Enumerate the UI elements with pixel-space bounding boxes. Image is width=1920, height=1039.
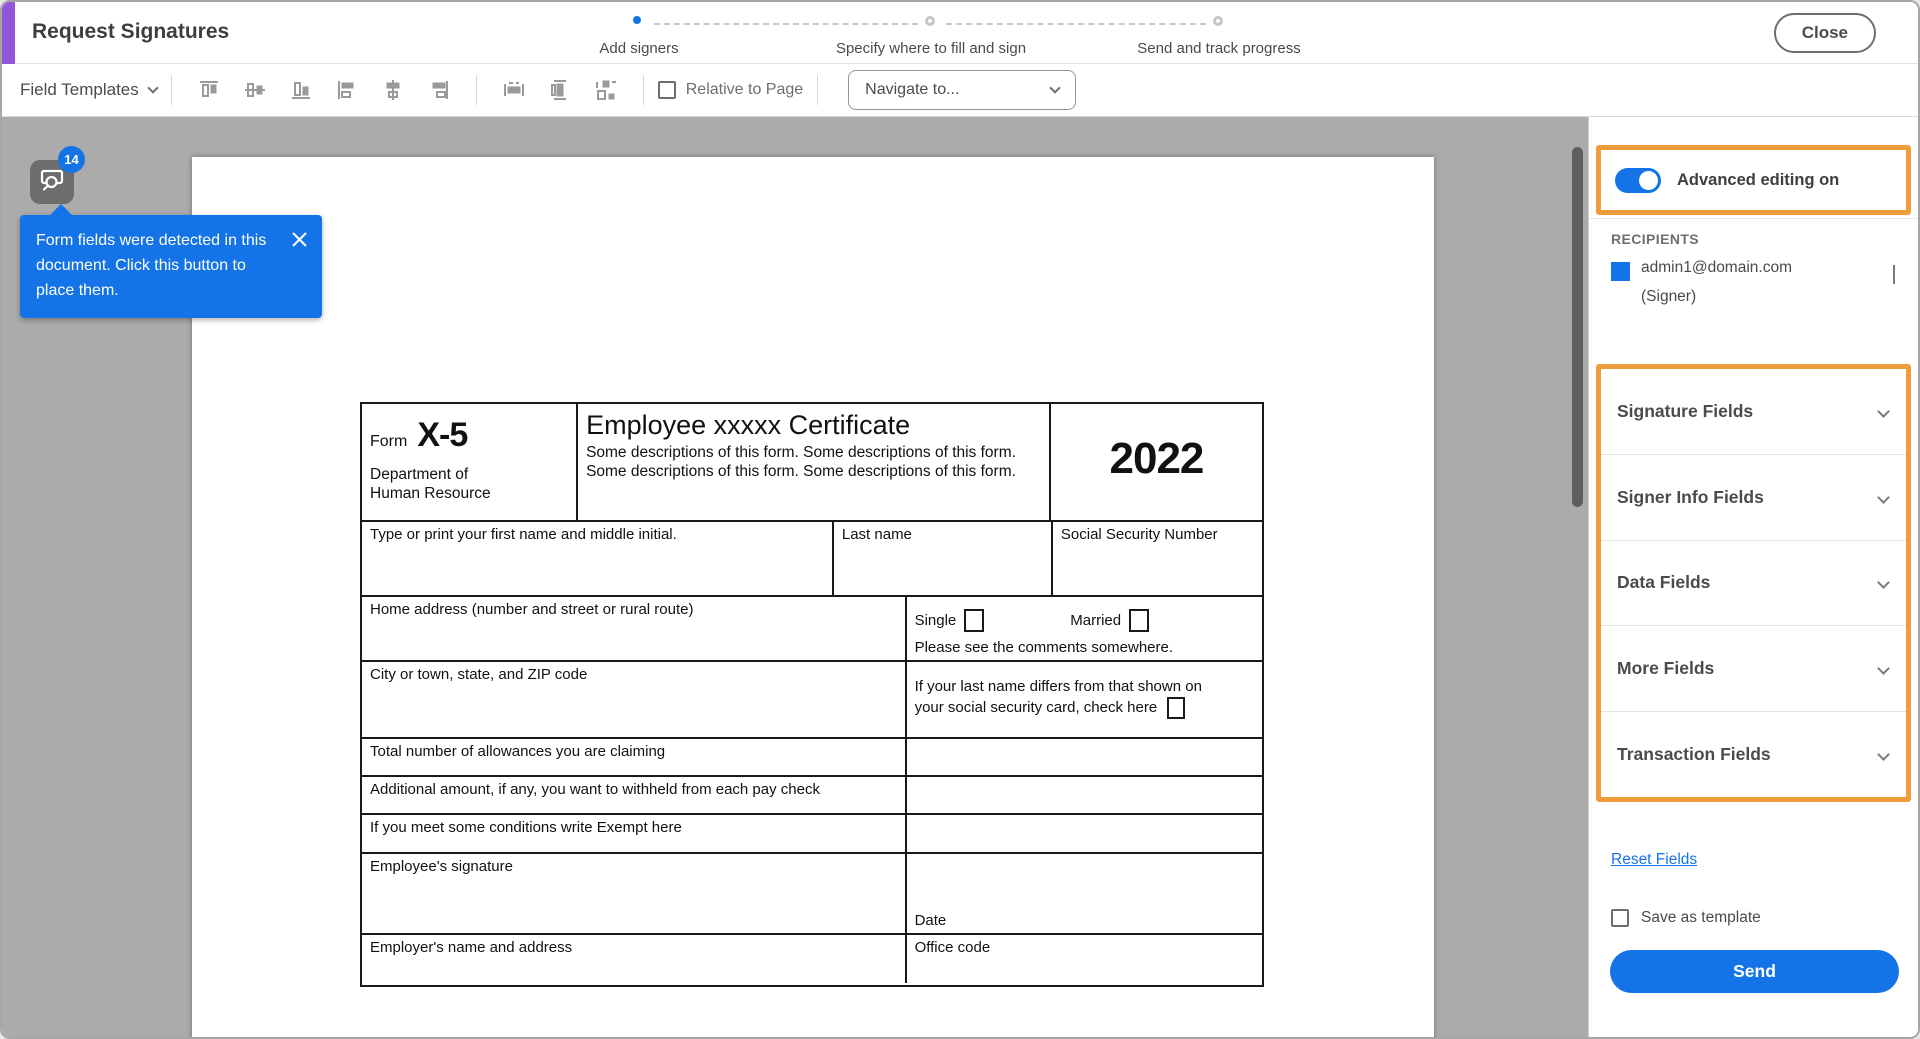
relative-to-page-checkbox[interactable]	[658, 81, 803, 99]
name-differs-checkbox[interactable]	[1167, 697, 1185, 719]
relative-to-page-label: Relative to Page	[685, 81, 804, 98]
section-signature-fields[interactable]	[1601, 369, 1906, 454]
progress-stepper	[488, 14, 1388, 60]
send-button[interactable]: Send	[1610, 950, 1899, 993]
exempt-value-cell	[905, 815, 1262, 852]
married-checkbox[interactable]	[1129, 609, 1149, 632]
checkbox-icon	[658, 81, 676, 99]
page-title: Request Signatures	[32, 20, 230, 43]
marital-status-cell	[905, 597, 1262, 660]
section-transaction-fields[interactable]	[1601, 711, 1906, 797]
last-name-field: Last name	[832, 522, 1051, 595]
vertical-scrollbar[interactable]	[1572, 147, 1583, 507]
field-detect-icon	[38, 166, 66, 199]
section-label: Signature Fields	[1617, 400, 1754, 421]
date-label: Date	[914, 912, 947, 929]
allowances-value-cell	[905, 739, 1262, 775]
chevron-down-icon	[1877, 748, 1890, 761]
align-left-icon[interactable]	[324, 72, 370, 108]
chevron-down-icon	[147, 82, 158, 93]
table-row	[362, 737, 1262, 775]
employee-signature-field: Employee's signature	[370, 858, 513, 875]
document-canvas	[2, 117, 1588, 1037]
step-label-specify: Specify where to fill and sign	[835, 40, 1027, 57]
first-name-field: Type or print your first name and middle initial.	[370, 526, 677, 543]
field-templates-label: Field Templates	[20, 80, 139, 99]
toolbar-separator	[643, 75, 644, 105]
form-fields-tooltip	[20, 215, 322, 318]
detected-fields-count-badge: 14	[58, 146, 85, 173]
align-horizontal-center-icon[interactable]	[370, 72, 416, 108]
toolbar-separator	[476, 75, 477, 105]
field-sections-highlight	[1596, 364, 1911, 802]
form-id-cell	[362, 404, 576, 520]
match-size-icon[interactable]	[583, 72, 629, 108]
align-top-icon[interactable]	[186, 72, 232, 108]
section-label: Signer Info Fields	[1617, 486, 1764, 507]
single-checkbox[interactable]	[964, 609, 984, 632]
save-as-template-label: Save as template	[1641, 909, 1761, 926]
save-as-template-checkbox[interactable]	[1611, 909, 1761, 927]
chevron-down-icon	[1877, 491, 1890, 504]
section-data-fields[interactable]	[1601, 540, 1906, 626]
step-connector	[654, 23, 918, 25]
close-button[interactable]: Close	[1774, 13, 1876, 53]
table-row	[362, 520, 1262, 595]
table-row	[362, 595, 1262, 660]
additional-amount-field: Additional amount, if any, you want to withheld from each pay check	[370, 781, 820, 798]
step-connector	[946, 23, 1206, 25]
align-vertical-center-icon[interactable]	[232, 72, 278, 108]
married-label: Married	[1070, 612, 1122, 629]
chevron-down-icon	[1893, 265, 1895, 282]
form-number: X-5	[417, 416, 468, 454]
step-label-add-signers: Add signers	[599, 40, 679, 57]
tooltip-text: Form fields were detected in this document. Click this button to place them.	[36, 232, 267, 300]
close-icon[interactable]	[291, 231, 308, 253]
chevron-down-icon	[1049, 82, 1060, 93]
allowances-field: Total number of allowances you are claiming	[370, 743, 666, 760]
navigate-to-value: Navigate to...	[865, 81, 960, 98]
app-header	[2, 2, 1918, 64]
section-label: Data Fields	[1617, 572, 1711, 593]
form-department: Department of Human Resource	[370, 466, 491, 503]
advanced-editing-toggle[interactable]	[1615, 168, 1661, 193]
step-dot-active	[633, 16, 641, 24]
form-year: 2022	[1109, 434, 1204, 483]
step-dot	[1213, 16, 1223, 26]
checkbox-icon	[1611, 909, 1629, 927]
name-differs-cell	[905, 662, 1262, 737]
differs-line1: If your last name differs from that shown on	[914, 678, 1202, 695]
match-height-icon[interactable]	[537, 72, 583, 108]
reset-fields-link[interactable]: Reset Fields	[1611, 851, 1698, 868]
chevron-down-icon	[1877, 662, 1890, 675]
section-label: More Fields	[1617, 658, 1715, 679]
home-address-field: Home address (number and street or rural route)	[370, 601, 694, 618]
toolbar-separator	[171, 75, 172, 105]
main-area	[2, 117, 1918, 1037]
section-more-fields[interactable]	[1601, 625, 1906, 711]
employer-name-field: Employer's name and address	[370, 939, 573, 956]
document-page	[192, 157, 1434, 1037]
date-cell	[905, 854, 1262, 933]
align-bottom-icon[interactable]	[278, 72, 324, 108]
exempt-field: If you meet some conditions write Exempt here	[370, 819, 682, 836]
table-row	[362, 933, 1262, 983]
section-signer-info-fields[interactable]	[1601, 454, 1906, 540]
navigate-to-dropdown[interactable]	[848, 70, 1076, 110]
advanced-editing-highlight	[1596, 145, 1911, 215]
ssn-field: Social Security Number	[1051, 522, 1262, 595]
single-label: Single	[914, 612, 957, 629]
step-label-send-track: Send and track progress	[1137, 40, 1301, 57]
differs-line2: your social security card, check here	[914, 698, 1158, 716]
align-right-icon[interactable]	[416, 72, 462, 108]
panel-divider	[1589, 218, 1918, 219]
city-field: City or town, state, and ZIP code	[370, 666, 588, 683]
table-row	[362, 775, 1262, 813]
match-width-icon[interactable]	[491, 72, 537, 108]
step-dot	[925, 16, 935, 26]
recipient-email: admin1@domain.com	[1641, 259, 1792, 276]
chevron-down-icon	[1877, 577, 1890, 590]
form-year-cell	[1049, 404, 1262, 520]
additional-amount-value-cell	[905, 777, 1262, 813]
form-title-cell	[576, 404, 1049, 520]
section-label: Transaction Fields	[1617, 744, 1771, 765]
form-header-row	[362, 404, 1262, 520]
toggle-knob	[1639, 171, 1658, 190]
field-templates-dropdown[interactable]	[20, 80, 157, 100]
recipients-heading: RECIPIENTS	[1611, 231, 1700, 247]
recipient-color-swatch	[1611, 262, 1630, 281]
office-code-field: Office code	[905, 935, 1262, 983]
chevron-down-icon	[1877, 405, 1890, 418]
editor-toolbar	[2, 64, 1918, 117]
form-title: Employee xxxxx Certificate	[586, 410, 911, 440]
form-description: Some descriptions of this form. Some descriptions of this form. Some descriptions of this form. Some descriptions of this form.	[586, 444, 1016, 480]
toolbar-separator	[817, 75, 818, 105]
advanced-editing-label: Advanced editing on	[1677, 170, 1840, 189]
table-row	[362, 660, 1262, 737]
recipient-role: (Signer)	[1641, 288, 1697, 305]
comments-note: Please see the comments somewhere.	[914, 639, 1174, 656]
form-word: Form	[370, 433, 408, 450]
table-row	[362, 852, 1262, 933]
accent-bar	[2, 2, 15, 64]
form-table	[360, 402, 1264, 987]
right-panel	[1588, 117, 1918, 1037]
table-row	[362, 813, 1262, 852]
